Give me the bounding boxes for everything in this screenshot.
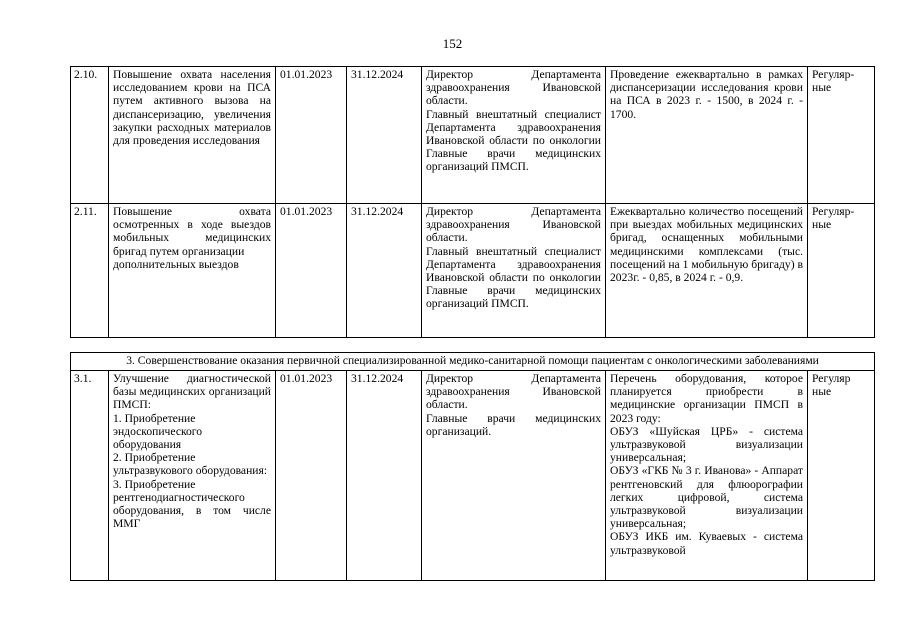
result-cell: Перечень оборудования, которое планируется приобрести в медицинские организации ПМСП в 2023 году: ОБУЗ «Шуйская ЦРБ» - система ультразвуковой визуализации универсальная; ОБУЗ «ГКБ № 3 г. Иванова» - Аппарат рентгеновский для флюорографии легких цифровой, система ультразвуковой визуализации универсальная; ОБУЗ ИКБ им. Куваевых - система ультразвуковой bbox=[606, 371, 808, 581]
start-date-cell: 01.01.2023 bbox=[276, 204, 347, 338]
section-title: 3. Совершенствование оказания первичной специализированной медико-санитарной помощи пациентам с онкологическими заболеваниями bbox=[71, 353, 875, 371]
periodicity-cell: Регуляр-ные bbox=[808, 67, 875, 204]
responsible-cell: Директор Департамента здравоохранения Ивановской области. Главный внештатный специалист Департамента здравоохранения Ивановской области по онкологии Главные врачи медицинских организаций ПМСП. bbox=[422, 67, 606, 204]
periodicity-cell: Регуляр ные bbox=[808, 371, 875, 581]
measure-cell: Повышение охвата осмотренных в ходе выездов мобильных медицинских бригад путем организации дополнительных выездов bbox=[109, 204, 276, 338]
measure-cell: Повышение охвата населения исследованием крови на ПСА путем активного вызова на диспансеризацию, увеличения закупки расходных материалов для проведения исследования bbox=[109, 67, 276, 204]
row-number: 2.10. bbox=[71, 67, 109, 204]
start-date-cell: 01.01.2023 bbox=[276, 67, 347, 204]
result-cell: Ежеквартально количество посещений при выездах мобильных медицинских бригад, оснащенных мобильными медицинскими комплексами (тыс. посещений на 1 мобильную бригаду) в 2023г. - 0,85, в 2024 г. - 0,9. bbox=[606, 204, 808, 338]
end-date-cell: 31.12.2024 bbox=[347, 204, 422, 338]
measures-table-top bbox=[70, 66, 875, 338]
table-row bbox=[71, 204, 875, 338]
periodicity-cell: Регуляр-ные bbox=[808, 204, 875, 338]
table-row bbox=[71, 371, 875, 581]
page-number: 152 bbox=[442, 36, 463, 51]
responsible-cell: Директор Департамента здравоохранения Ивановской области. Главный внештатный специалист Департамента здравоохранения Ивановской области по онкологии Главные врачи медицинских организаций ПМСП. bbox=[422, 204, 606, 338]
row-number: 2.11. bbox=[71, 204, 109, 338]
end-date-cell: 31.12.2024 bbox=[347, 67, 422, 204]
measures-table-bottom bbox=[70, 352, 875, 581]
section-row bbox=[71, 353, 875, 371]
responsible-cell: Директор Департамента здравоохранения Ивановской области. Главные врачи медицинских организаций. bbox=[422, 371, 606, 581]
result-cell: Проведение ежеквартально в рамках диспансеризации исследования крови на ПСА в 2023 г. - 1500, в 2024 г. - 1700. bbox=[606, 67, 808, 204]
table-row bbox=[71, 67, 875, 204]
end-date-cell: 31.12.2024 bbox=[347, 371, 422, 581]
start-date-cell: 01.01.2023 bbox=[276, 371, 347, 581]
measure-cell: Улучшение диагностической базы медицинских организаций ПМСП: 1. Приобретение эндоскопического оборудования 2. Приобретение ультразвукового оборудования: 3. Приобретение рентгенодиагностического оборудования, в том числе ММГ bbox=[109, 371, 276, 581]
row-number: 3.1. bbox=[71, 371, 109, 581]
